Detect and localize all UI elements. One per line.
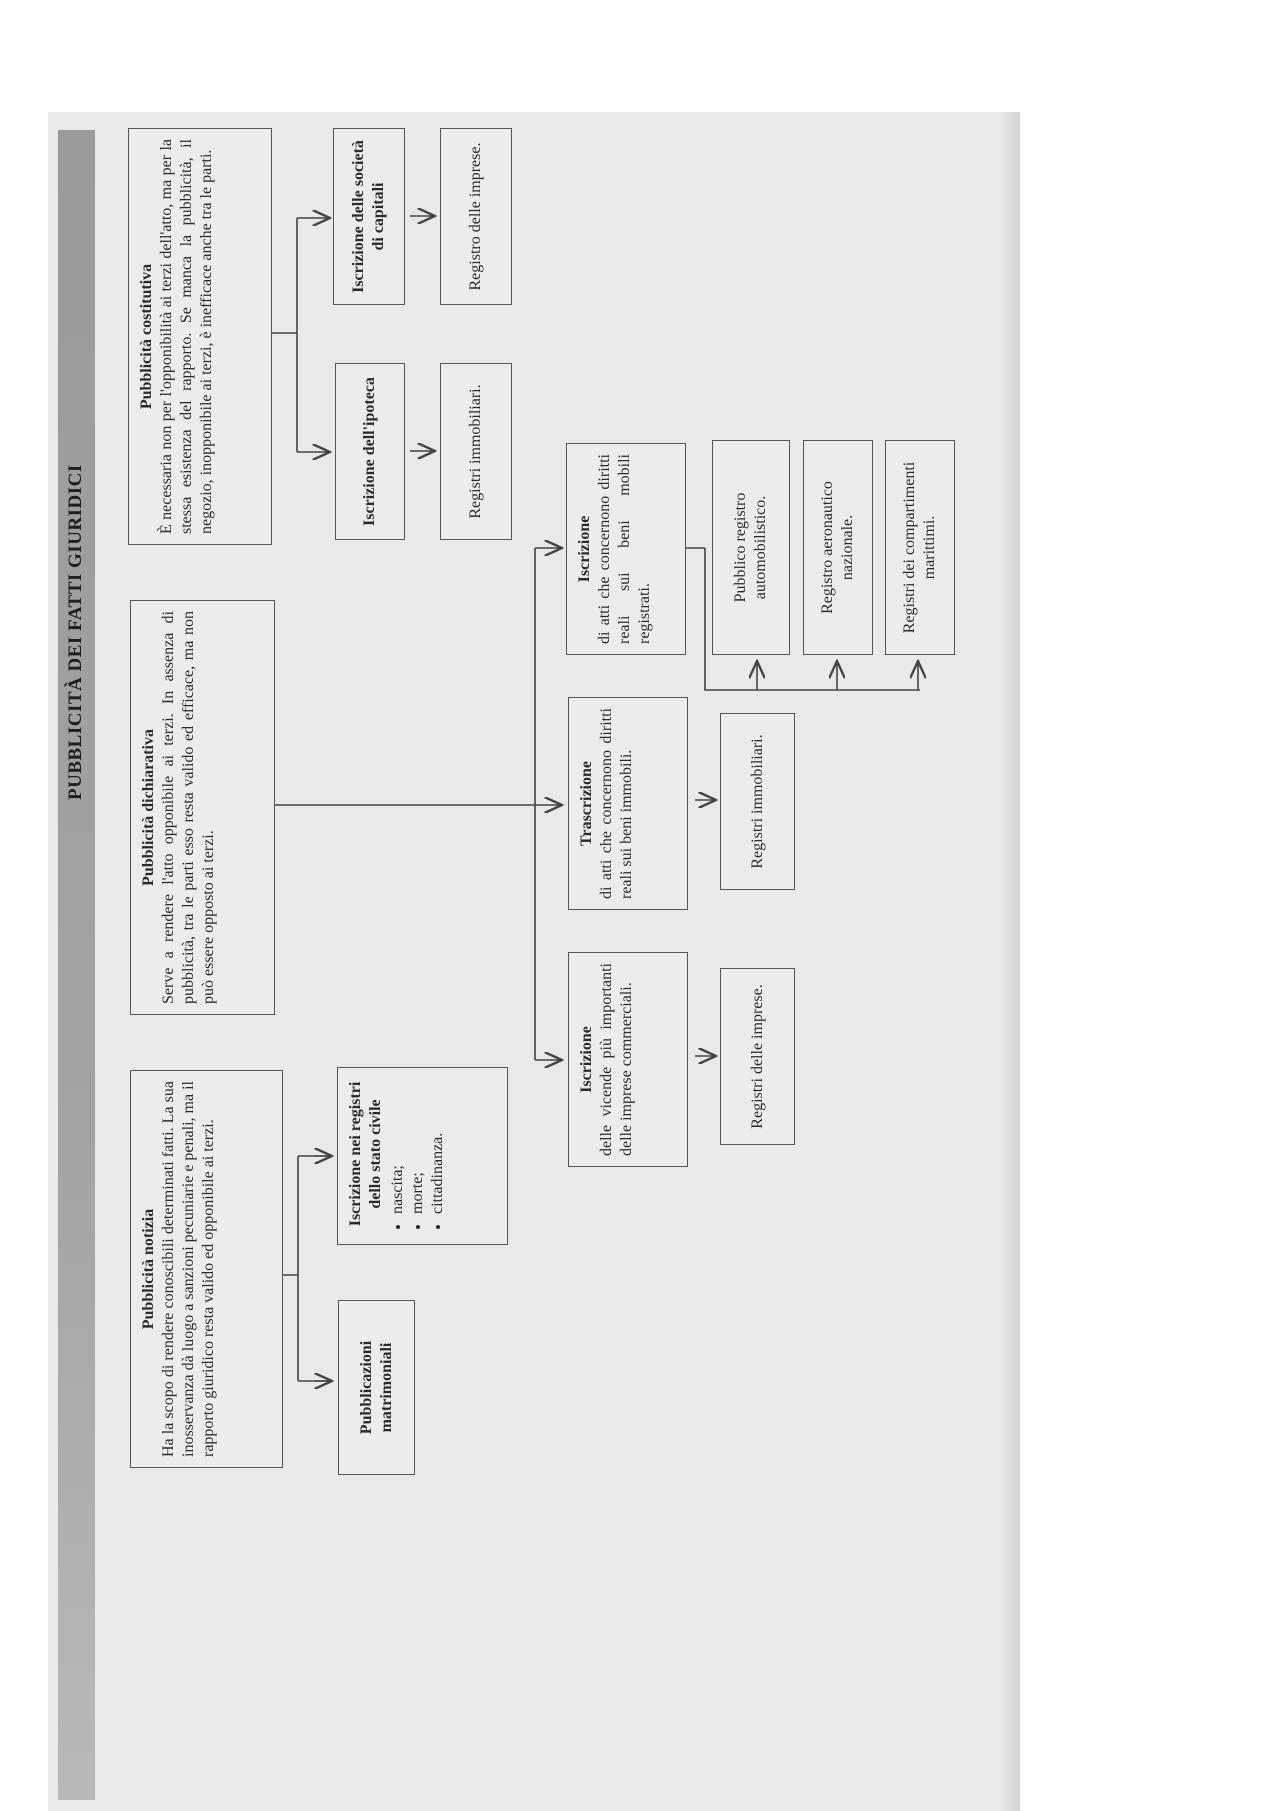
box-text: Registri immobiliari. xyxy=(467,384,484,519)
box-heading: Iscrizione xyxy=(576,515,593,583)
box-heading: Iscrizione nei registri dello stato civile xyxy=(347,1081,384,1227)
box-iscrizione-mobili xyxy=(566,443,686,655)
box-text: Pubblico registro automobilistico. xyxy=(732,492,769,603)
box-pubblicazioni-matrimoniali xyxy=(338,1300,415,1475)
connector-notizia xyxy=(283,1156,330,1381)
box-iscrizione-societa xyxy=(333,128,405,305)
list-item: • nascita; xyxy=(388,1078,408,1214)
box-text: Registri dei compartimenti marittimi. xyxy=(901,461,938,634)
box-pubblicita-dichiarativa xyxy=(130,600,275,1015)
box-pubblicita-costitutiva xyxy=(128,128,272,545)
box-heading: Iscrizione delle società di capitali xyxy=(350,140,387,293)
box-heading: Iscrizione dell'ipoteca xyxy=(361,377,378,526)
box-registri-imprese xyxy=(720,968,795,1145)
stato-civile-list xyxy=(388,1078,448,1230)
box-pubblicita-notizia xyxy=(130,1070,283,1468)
box-text: Registro aeronautico nazionale. xyxy=(819,481,856,614)
box-text: di atti che concernono diritti reali sui beni mobili registrati. xyxy=(596,454,653,644)
box-iscrizione-imprese xyxy=(568,952,688,1167)
box-text: Registri immobiliari. xyxy=(748,734,766,869)
box-text: Registro delle imprese. xyxy=(467,142,484,291)
box-text: Registri delle imprese. xyxy=(748,984,766,1129)
box-registri-marittimi xyxy=(885,440,955,655)
box-stato-civile xyxy=(337,1067,508,1245)
box-heading: Pubblicità costitutiva xyxy=(138,263,155,410)
connector-costitutiva xyxy=(272,218,297,452)
box-registro-imprese-societa xyxy=(440,128,512,305)
box-text: Serve a rendere l'atto opponibile ai terzi. In assenza di pubblicità, tra le parti esso resta valido ed efficace, ma non può essere opposto ai terzi. xyxy=(160,611,217,1004)
box-heading: Iscrizione xyxy=(578,1026,595,1093)
diagram-title: PUBBLICITÀ DEI FATTI GIURIDICI xyxy=(65,464,86,800)
box-registri-immobiliari xyxy=(720,713,795,890)
box-registro-aeronautico xyxy=(803,440,873,655)
list-item: • morte; xyxy=(408,1078,428,1214)
box-heading: Pubblicità dichiarativa xyxy=(140,729,157,886)
box-trascrizione xyxy=(568,697,688,910)
box-heading: Pubblicazioni matrimoniali xyxy=(357,1340,395,1435)
box-text: delle vicende più importanti delle imprese commerciali. xyxy=(598,963,635,1156)
box-registro-automobilistico xyxy=(712,440,790,655)
list-item: • cittadinanza. xyxy=(428,1078,448,1214)
box-text: È necessaria non per l'opponibilità ai terzi dell'atto, ma per la stessa esistenza del rapporto. Se manca la pubblicità, il negozio, inopponibile ai terzi, è inefficace anche tra le parti. xyxy=(158,139,215,534)
box-registri-immobiliari-ipoteca xyxy=(440,363,512,540)
box-heading: Pubblicità notizia xyxy=(140,1208,157,1330)
box-heading: Trascrizione xyxy=(578,761,595,847)
box-text: Ha la scopo di rendere conoscibili determinati fatti. La sua inosservanza dà luogo a sanzioni pecuniarie e penali, ma il rapporto giuridico resta valido ed opponibile ai terzi. xyxy=(160,1081,217,1457)
box-text: di atti che concernono diritti reali sui beni immobili. xyxy=(598,708,635,899)
box-iscrizione-ipoteca xyxy=(335,363,405,540)
